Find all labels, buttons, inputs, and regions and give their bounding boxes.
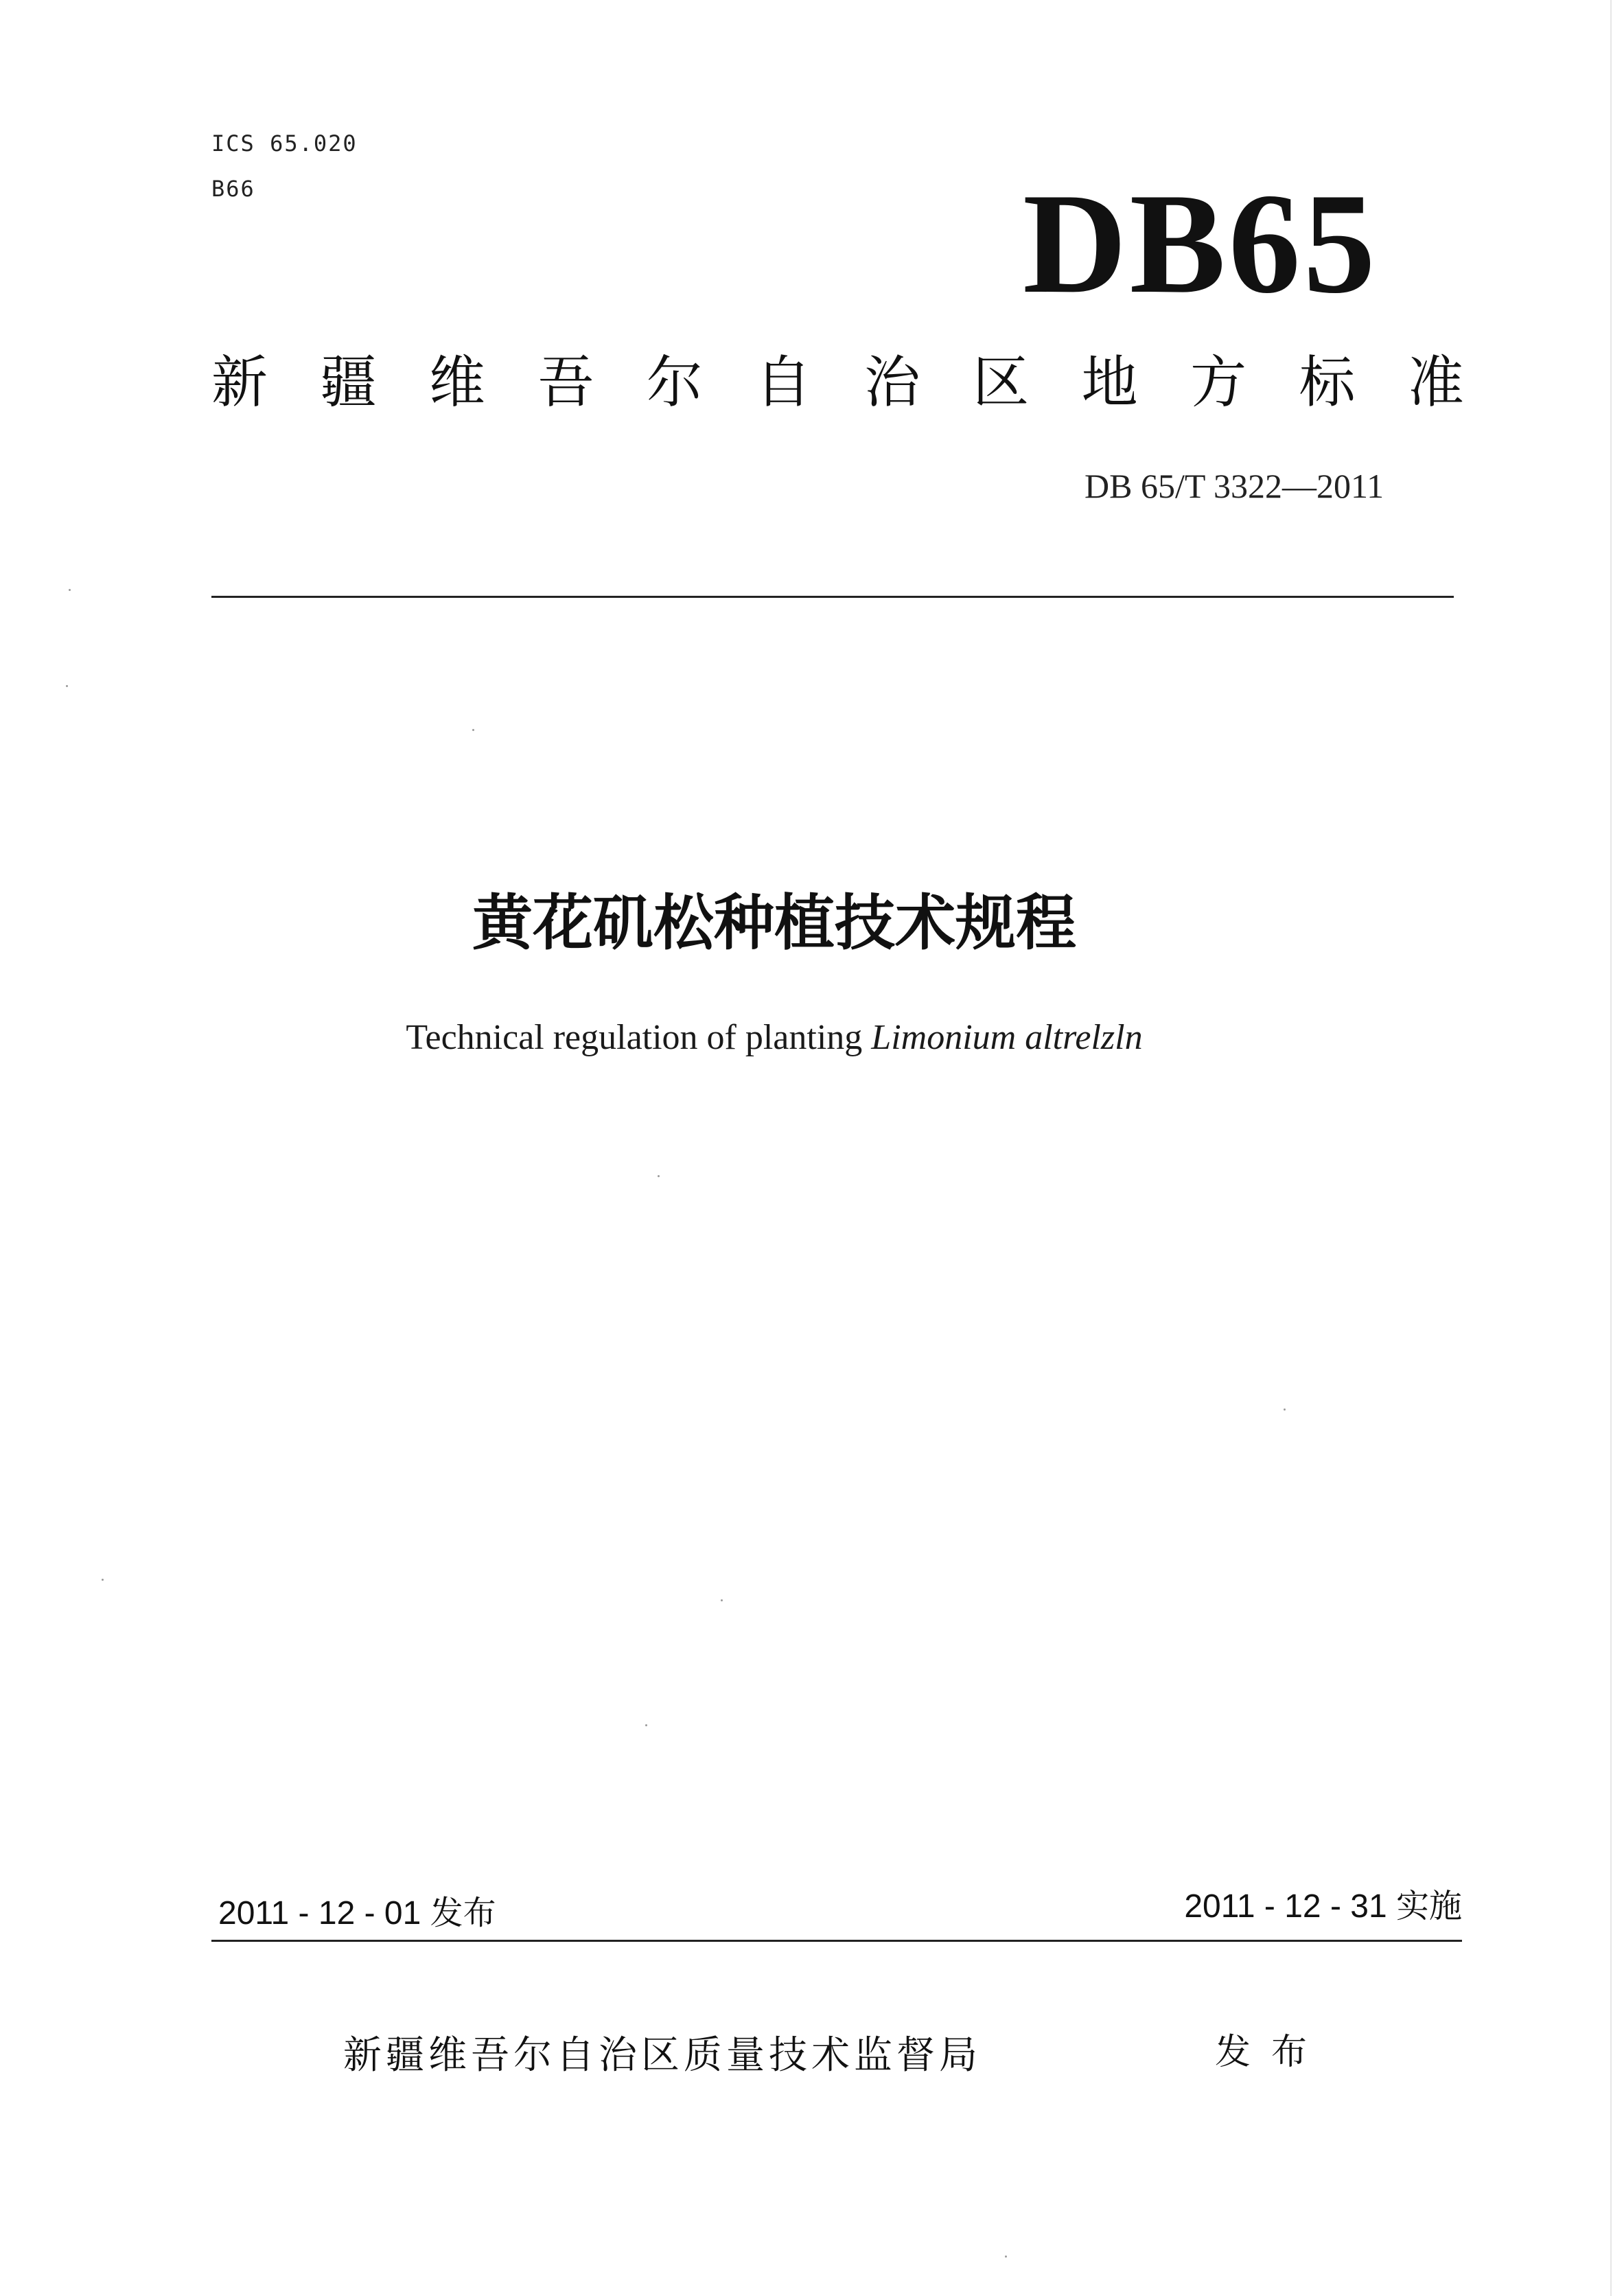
standard-mark: DB65 bbox=[1023, 164, 1378, 323]
implementation-date: 2011 - 12 - 31 实施 bbox=[1184, 1888, 1462, 1925]
standard-category bbox=[211, 349, 1464, 417]
title-latin-name: Limonium altrelzln bbox=[871, 1018, 1143, 1057]
scan-speck bbox=[472, 729, 474, 731]
category-char: 自 bbox=[755, 350, 812, 415]
issue-date: 2011 - 12 - 01 发布 bbox=[218, 1895, 496, 1932]
standard-number: DB 65/T 3322—2011 bbox=[1084, 467, 1384, 505]
ccs-code: B66 bbox=[211, 176, 255, 202]
scan-speck bbox=[102, 1579, 104, 1581]
category-char: 新 bbox=[211, 350, 268, 415]
scan-edge bbox=[1610, 0, 1612, 2296]
scan-speck bbox=[1284, 1408, 1286, 1411]
scan-speck bbox=[66, 685, 68, 687]
title-english bbox=[0, 1016, 1624, 1060]
category-char: 标 bbox=[1299, 350, 1356, 415]
category-char: 维 bbox=[428, 350, 485, 415]
scan-speck bbox=[658, 1175, 660, 1177]
title-chinese: 黄花矶松种植技术规程 bbox=[472, 888, 1076, 958]
category-char: 区 bbox=[973, 350, 1030, 415]
ics-code: ICS 65.020 bbox=[211, 130, 358, 156]
scan-speck bbox=[69, 589, 71, 591]
publisher-name: 新疆维吾尔自治区质量技术监督局 bbox=[343, 2033, 982, 2078]
category-char: 治 bbox=[863, 350, 920, 415]
publish-label: 发布 bbox=[1215, 2032, 1328, 2073]
bottom-divider bbox=[211, 1940, 1462, 1942]
title-english-text: Technical regulation of planting bbox=[406, 1018, 872, 1057]
category-char: 吾 bbox=[537, 350, 594, 415]
category-char: 准 bbox=[1407, 350, 1464, 415]
scan-speck bbox=[721, 1599, 723, 1601]
category-char: 疆 bbox=[320, 350, 377, 415]
category-char: 方 bbox=[1190, 350, 1247, 415]
scan-speck bbox=[1005, 2256, 1007, 2258]
category-char: 地 bbox=[1081, 350, 1138, 415]
category-char: 尔 bbox=[646, 350, 703, 415]
top-divider bbox=[211, 596, 1454, 598]
scan-speck bbox=[645, 1724, 647, 1726]
